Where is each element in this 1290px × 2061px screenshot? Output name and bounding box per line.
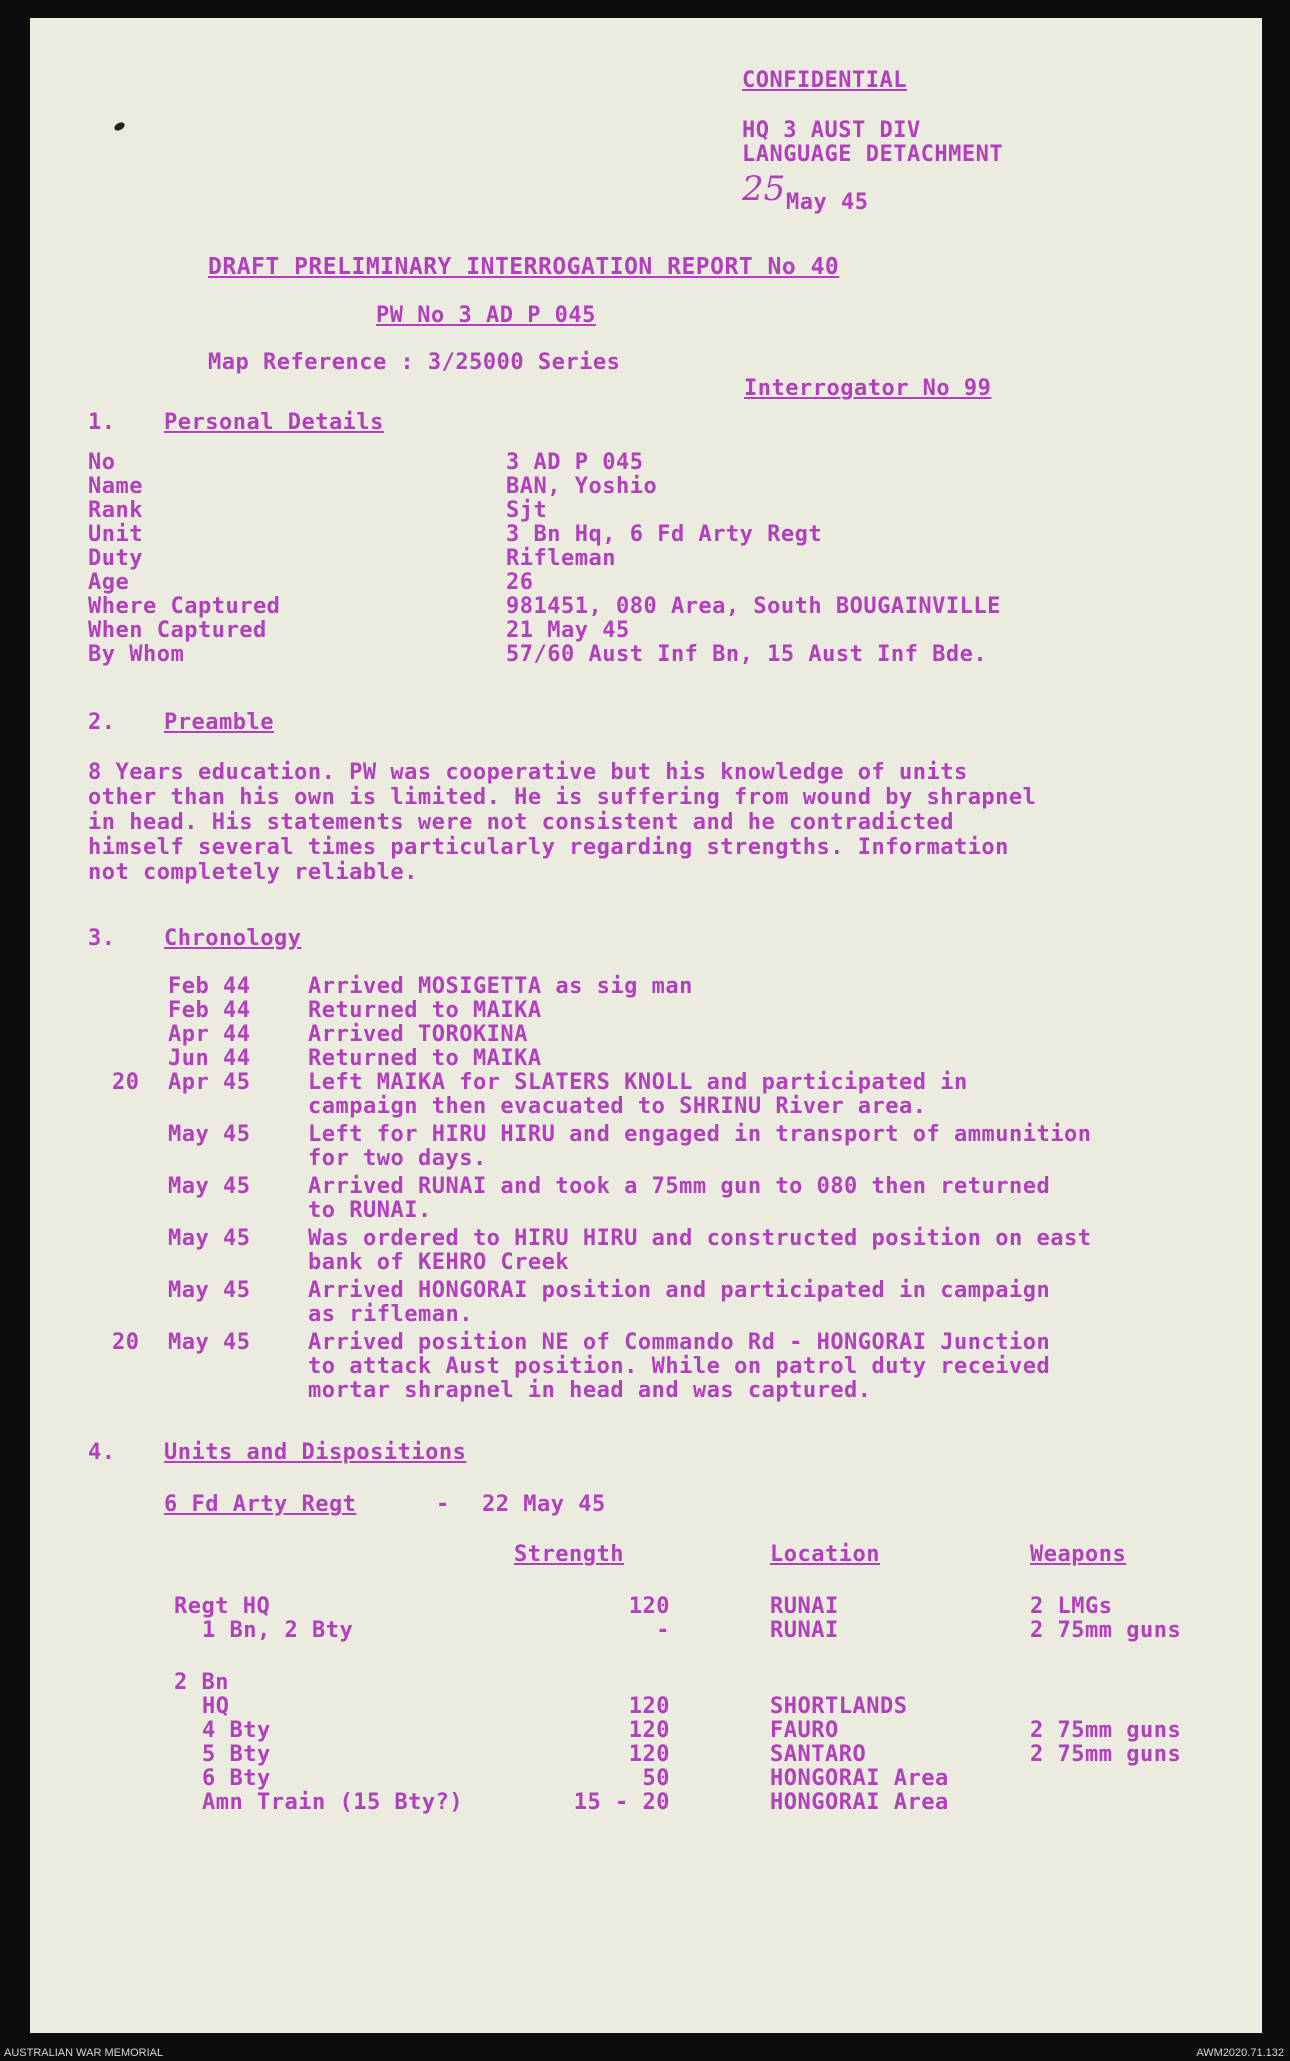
section-1-heading: Personal Details bbox=[164, 410, 384, 435]
chronology-date: May 45 bbox=[168, 1278, 251, 1303]
unit-name: 5 Bty bbox=[202, 1742, 271, 1767]
personal-field-value: 57/60 Aust Inf Bn, 15 Aust Inf Bde. bbox=[506, 642, 988, 667]
unit-name: 1 Bn, 2 Bty bbox=[202, 1618, 354, 1643]
section-3-number: 3. bbox=[88, 926, 116, 951]
classification-stamp: CONFIDENTIAL bbox=[742, 68, 907, 93]
chronology-text: to RUNAI. bbox=[308, 1198, 432, 1223]
map-reference: Map Reference : 3/25000 Series bbox=[208, 350, 621, 375]
section-2-number: 2. bbox=[88, 710, 116, 735]
interrogator-number: Interrogator No 99 bbox=[744, 376, 992, 401]
unit-strength: 120 bbox=[628, 1694, 670, 1719]
preamble-line: himself several times particularly regarding strengths. Information bbox=[88, 835, 1009, 860]
chronology-text: mortar shrapnel in head and was captured. bbox=[308, 1378, 872, 1403]
personal-field-label: Unit bbox=[88, 522, 143, 547]
personal-field-label: Age bbox=[88, 570, 130, 595]
personal-field-value: Sjt bbox=[506, 498, 548, 523]
unit-name: Regt HQ bbox=[174, 1594, 271, 1619]
preamble-line: not completely reliable. bbox=[88, 860, 418, 885]
personal-field-label: By Whom bbox=[88, 642, 185, 667]
preamble-line: in head. His statements were not consistent and he contradicted bbox=[88, 810, 954, 835]
chronology-text: Was ordered to HIRU HIRU and constructed position on east bbox=[308, 1226, 1092, 1251]
personal-field-value: Rifleman bbox=[506, 546, 616, 571]
unit-weapons: 2 75mm guns bbox=[1030, 1618, 1182, 1643]
personal-field-label: Duty bbox=[88, 546, 143, 571]
chronology-text: Arrived HONGORAI position and participated in campaign bbox=[308, 1278, 1051, 1303]
chronology-date: May 45 bbox=[168, 1226, 251, 1251]
chronology-text: for two days. bbox=[308, 1146, 487, 1171]
unit-strength: 120 bbox=[628, 1718, 670, 1743]
chronology-text: campaign then evacuated to SHRINU River area. bbox=[308, 1094, 927, 1119]
unit-line-1: HQ 3 AUST DIV bbox=[742, 118, 921, 143]
chronology-text: Arrived MOSIGETTA as sig man bbox=[308, 974, 693, 999]
pw-number: PW No 3 AD P 045 bbox=[376, 303, 596, 328]
unit-location: RUNAI bbox=[770, 1618, 839, 1643]
unit-location: SHORTLANDS bbox=[770, 1694, 908, 1719]
chronology-text: Arrived TOROKINA bbox=[308, 1022, 528, 1047]
chronology-text: Returned to MAIKA bbox=[308, 998, 542, 1023]
preamble-line: 8 Years education. PW was cooperative but his knowledge of units bbox=[88, 760, 968, 785]
unit-location: HONGORAI Area bbox=[770, 1766, 949, 1791]
personal-field-value: 3 Bn Hq, 6 Fd Arty Regt bbox=[506, 522, 823, 547]
personal-field-label: When Captured bbox=[88, 618, 267, 643]
chronology-day: 20 bbox=[112, 1330, 140, 1355]
chronology-text: Returned to MAIKA bbox=[308, 1046, 542, 1071]
section-4-number: 4. bbox=[88, 1440, 116, 1465]
column-header-strength: Strength bbox=[514, 1542, 624, 1567]
chronology-text: Left for HIRU HIRU and engaged in transport of ammunition bbox=[308, 1122, 1092, 1147]
unit-location: RUNAI bbox=[770, 1594, 839, 1619]
chronology-date: Jun 44 bbox=[168, 1046, 251, 1071]
document-page bbox=[30, 18, 1262, 2033]
personal-field-label: Where Captured bbox=[88, 594, 281, 619]
unit-weapons: 2 75mm guns bbox=[1030, 1718, 1182, 1743]
units-subheading-date: 22 May 45 bbox=[482, 1492, 606, 1517]
chronology-text: bank of KEHRO Creek bbox=[308, 1250, 570, 1275]
preamble-line: other than his own is limited. He is suffering from wound by shrapnel bbox=[88, 785, 1037, 810]
personal-field-value: 26 bbox=[506, 570, 534, 595]
personal-field-value: 981451, 080 Area, South BOUGAINVILLE bbox=[506, 594, 1001, 619]
section-3-heading: Chronology bbox=[164, 926, 302, 951]
chronology-date: May 45 bbox=[168, 1122, 251, 1147]
typed-date: May 45 bbox=[786, 190, 869, 215]
unit-strength: - bbox=[656, 1618, 670, 1643]
personal-field-label: Name bbox=[88, 474, 143, 499]
unit-name: 6 Bty bbox=[202, 1766, 271, 1791]
chronology-date: Feb 44 bbox=[168, 998, 251, 1023]
chronology-date: Feb 44 bbox=[168, 974, 251, 999]
chronology-date: May 45 bbox=[168, 1330, 251, 1355]
unit-weapons: 2 75mm guns bbox=[1030, 1742, 1182, 1767]
personal-field-value: BAN, Yoshio bbox=[506, 474, 658, 499]
unit-location: FAURO bbox=[770, 1718, 839, 1743]
personal-field-value: 3 AD P 045 bbox=[506, 450, 644, 475]
unit-strength: 50 bbox=[642, 1766, 670, 1791]
chronology-text: Arrived RUNAI and took a 75mm gun to 080 then returned bbox=[308, 1174, 1051, 1199]
unit-strength: 120 bbox=[628, 1742, 670, 1767]
unit-name: HQ bbox=[202, 1694, 230, 1719]
chronology-text: as rifleman. bbox=[308, 1302, 473, 1327]
column-header-weapons: Weapons bbox=[1030, 1542, 1127, 1567]
personal-field-value: 21 May 45 bbox=[506, 618, 630, 643]
unit-line-2: LANGUAGE DETACHMENT bbox=[742, 142, 1004, 167]
chronology-day: 20 bbox=[112, 1070, 140, 1095]
unit-strength: 120 bbox=[628, 1594, 670, 1619]
units-subheading-dash: - bbox=[436, 1492, 450, 1517]
section-4-heading: Units and Dispositions bbox=[164, 1440, 467, 1465]
handwritten-date: 25 bbox=[742, 169, 786, 209]
personal-field-label: Rank bbox=[88, 498, 143, 523]
unit-name: Amn Train (15 Bty?) bbox=[202, 1790, 464, 1815]
unit-name: 2 Bn bbox=[174, 1670, 229, 1695]
report-title: DRAFT PRELIMINARY INTERROGATION REPORT No 40 bbox=[208, 254, 840, 280]
chronology-text: Arrived position NE of Commando Rd - HONGORAI Junction bbox=[308, 1330, 1051, 1355]
chronology-text: to attack Aust position. While on patrol duty received bbox=[308, 1354, 1051, 1379]
column-header-location: Location bbox=[770, 1542, 880, 1567]
personal-field-label: No bbox=[88, 450, 116, 475]
footer-left: AUSTRALIAN WAR MEMORIAL bbox=[4, 2047, 164, 2059]
unit-weapons: 2 LMGs bbox=[1030, 1594, 1113, 1619]
units-subheading: 6 Fd Arty Regt bbox=[164, 1492, 357, 1517]
section-2-heading: Preamble bbox=[164, 710, 274, 735]
section-1-number: 1. bbox=[88, 410, 116, 435]
chronology-date: Apr 44 bbox=[168, 1022, 251, 1047]
footer-right: AWM2020.71.132 bbox=[1196, 2047, 1284, 2059]
unit-name: 4 Bty bbox=[202, 1718, 271, 1743]
chronology-date: May 45 bbox=[168, 1174, 251, 1199]
ink-spot bbox=[113, 121, 126, 133]
chronology-text: Left MAIKA for SLATERS KNOLL and participated in bbox=[308, 1070, 968, 1095]
unit-strength: 15 - 20 bbox=[573, 1790, 670, 1815]
unit-location: HONGORAI Area bbox=[770, 1790, 949, 1815]
unit-location: SANTARO bbox=[770, 1742, 867, 1767]
chronology-date: Apr 45 bbox=[168, 1070, 251, 1095]
